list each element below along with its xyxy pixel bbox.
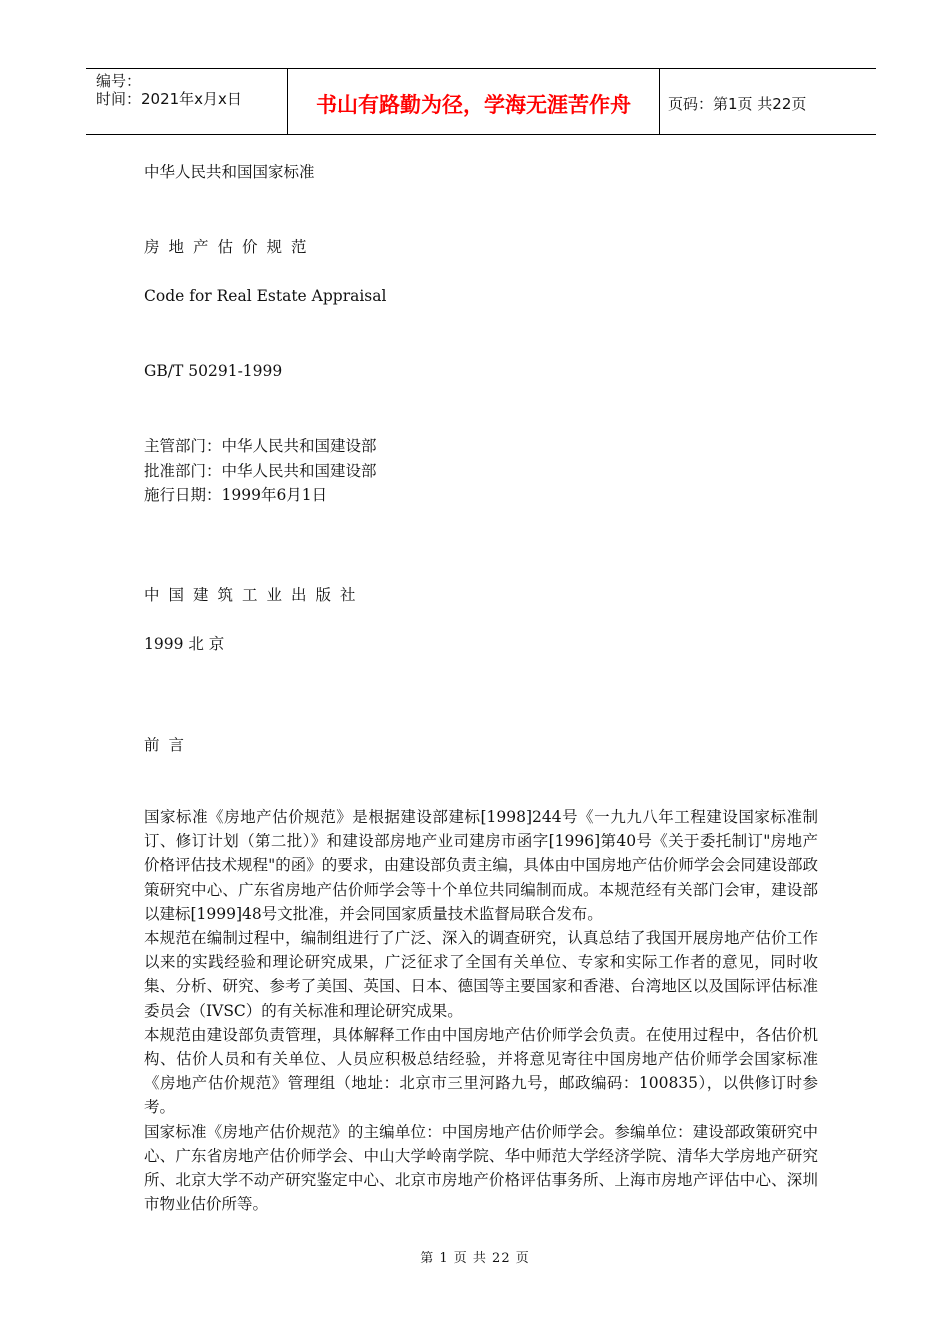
dept-in-charge: 主管部门：中华人民共和国建设部 — [144, 437, 377, 455]
publication-place: 1999 北 京 — [144, 635, 225, 653]
document-number-label: 编号： — [96, 72, 142, 90]
dept-approval: 批准部门：中华人民共和国建设部 — [144, 462, 377, 480]
preface-body — [144, 805, 818, 1216]
header-motto: 书山有路勤为径，学海无涯苦作舟 — [288, 69, 660, 134]
preface-heading: 前言 — [144, 736, 194, 754]
header-page-info: 页码：第1页 共22页 — [668, 95, 807, 113]
document-time-label: 时间：2021年x月x日 — [96, 90, 242, 108]
header-meta-cell — [86, 69, 288, 134]
preface-paragraph-1: 国家标准《房地产估价规范》是根据建设部建标[1998]244号《一九九八年工程建设国家标准制订、修订计划（第二批）》和建设部房地产业司建房市函字[1996]第40号《关于委托制订"房地产价格评估技术规程"的函》的要求，由建设部负责主编，具体由中国房地产估价师学会会同建设部政策研究中心、广东省房地产估价师学会等十个单位共同编制而成。本规范经有关部门会审，建设部以建标[1999]48号文批准，并会同国家质量技术监督局联合发布。 — [144, 808, 818, 923]
document-header — [86, 68, 876, 135]
page-footer: 第 1 页 共 22 页 — [420, 1251, 530, 1266]
preface-paragraph-3: 本规范由建设部负责管理，具体解释工作由中国房地产估价师学会负责。在使用过程中，各估价机构、估价人员和有关单位、人员应积极总结经验，并将意见寄往中国房地产估价师学会国家标准《房地产估价规范》管理组（地址：北京市三里河路九号，邮政编码：100835），以供修订时参考。 — [144, 1025, 818, 1117]
preface-paragraph-2: 本规范在编制过程中，编制组进行了广泛、深入的调查研究，认真总结了我国开展房地产估价工作以来的实践经验和理论研究成果，广泛征求了全国有关单位、专家和实际工作者的意见，同时收集、分析、研究、参考了美国、英国、日本、德国等主要国家和香港、台湾地区以及国际评估标准委员会（IVSC）的有关标准和理论研究成果。 — [144, 929, 818, 1020]
title-cn: 房地产估价规范 — [144, 238, 316, 256]
standard-code: GB/T 50291-1999 — [144, 362, 283, 380]
publisher: 中国建筑工业出版社 — [144, 586, 365, 604]
preface-paragraph-4: 国家标准《房地产估价规范》的主编单位：中国房地产估价师学会。参编单位：建设部政策研究中心、广东省房地产估价师学会、中山大学岭南学院、华中师范大学经济学院、清华大学房地产研究所、北京大学不动产研究鉴定中心、北京市房地产价格评估事务所、上海市房地产评估中心、深圳市物业估价所等。 — [144, 1122, 818, 1214]
standard-type: 中华人民共和国国家标准 — [144, 163, 315, 181]
effective-date: 施行日期：1999年6月1日 — [144, 486, 328, 504]
title-en: Code for Real Estate Appraisal — [144, 287, 387, 305]
